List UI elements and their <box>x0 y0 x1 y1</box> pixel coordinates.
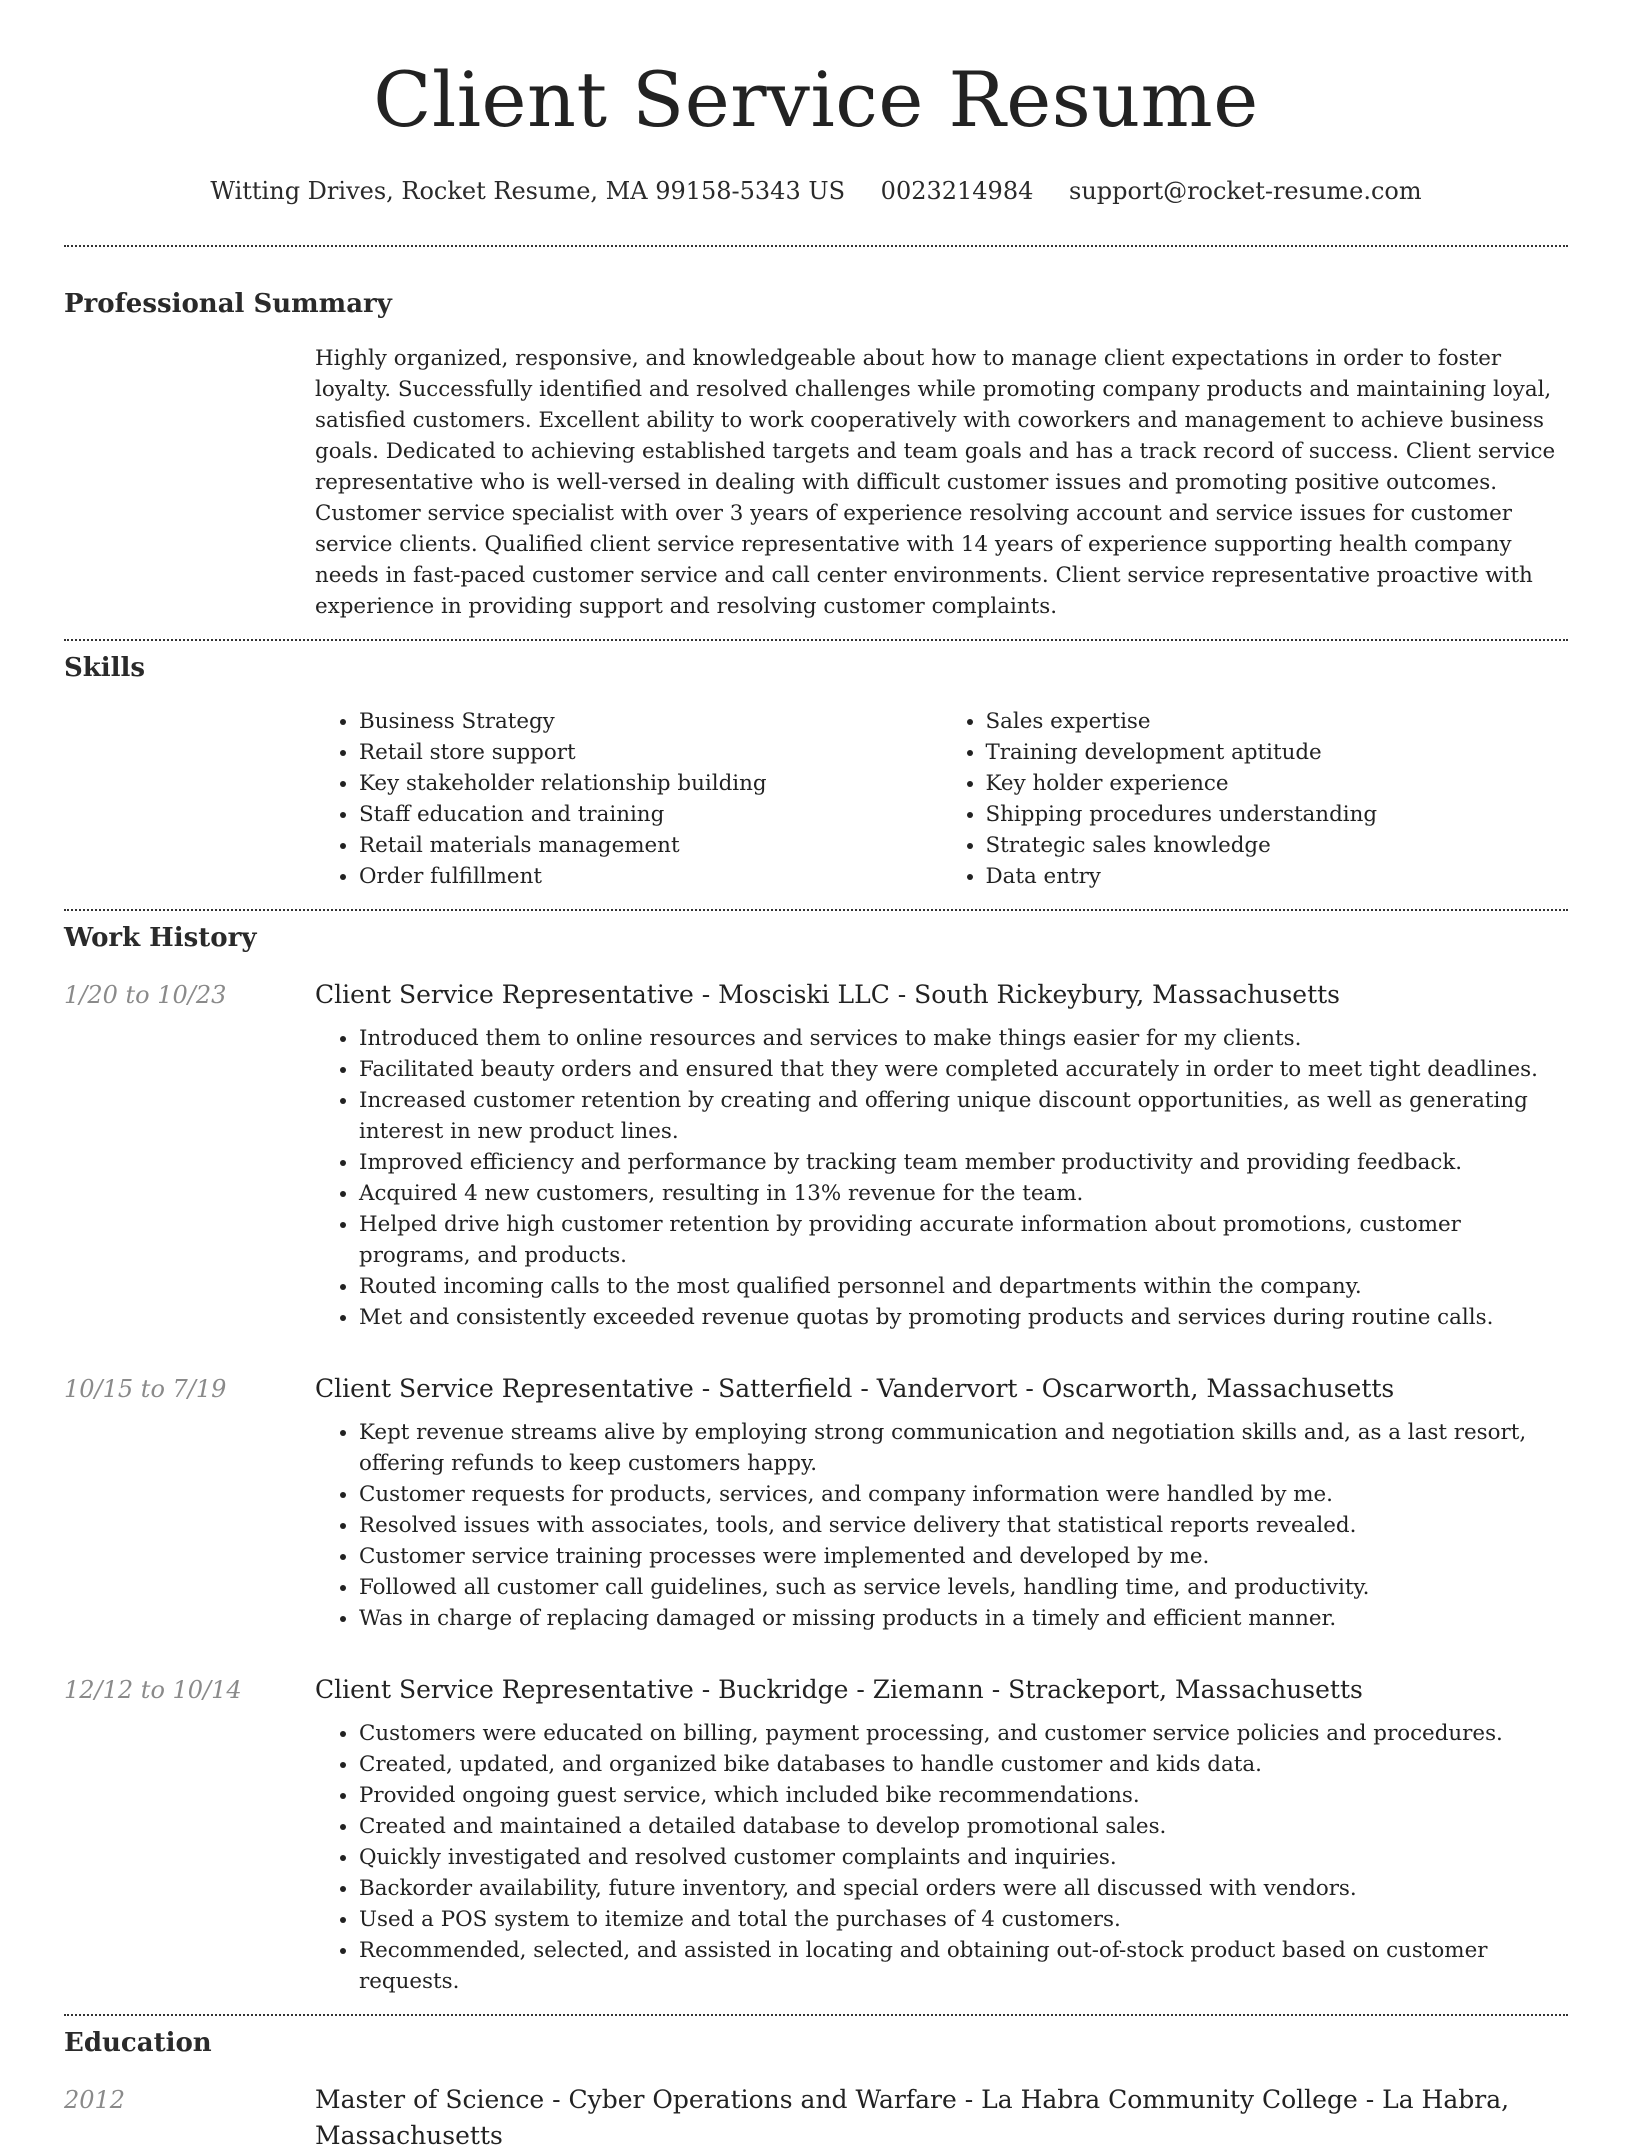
job-bullet: • Helped drive high customer retention by providing accurate information about promotions, customer programs, and products. <box>359 1209 1568 1271</box>
contact-address: Witting Drives, Rocket Resume, MA 99158-5343 US <box>210 177 846 205</box>
skills-heading: Skills <box>64 653 146 683</box>
summary-heading: Professional Summary <box>64 289 392 319</box>
job-title: Client Service Representative - Mosciski LLC - South Rickeybury, Massachusetts <box>315 980 1340 1009</box>
job-bullet: • Was in charge of replacing damaged or missing products in a timely and efficient manner. <box>359 1603 1568 1634</box>
skill-item: • Shipping procedures understanding <box>986 799 1569 830</box>
job-bullets <box>315 1023 1568 1333</box>
job-bullet: • Introduced them to online resources and services to make things easier for my clients. <box>359 1023 1568 1054</box>
work-history-list <box>64 977 1568 1997</box>
job-bullet: • Met and consistently exceeded revenue quotas by promoting products and services during routine calls. <box>359 1302 1568 1333</box>
section-divider <box>64 245 1568 247</box>
job-date: 1/20 to 10/23 <box>64 981 227 1009</box>
job-bullet: • Provided ongoing guest service, which included bike recommendations. <box>359 1780 1568 1811</box>
summary-text: Highly organized, responsive, and knowledgeable about how to manage client expectations in order to foster loyalty. Successfully identified and resolved challenges while promoting company products and maintaining loyal, satisfied customers. Excellent ability to work cooperatively with coworkers and management to achieve business goals. Dedicated to achieving established targets and team goals and has a track record of success. Client service representative who is well-versed in dealing with difficult customer issues and promoting positive outcomes. Customer service specialist with over 3 years of experience resolving account and service issues for customer service clients. Qualified client service representative with 14 years of experience supporting health company needs in fast-paced customer service and call center environments. Client service representative proactive with experience in providing support and resolving customer complaints. <box>315 346 1556 619</box>
section-divider <box>64 909 1568 911</box>
education-date: 2012 <box>64 2086 126 2114</box>
skills-column-right <box>942 706 1569 892</box>
job-bullet: • Created and maintained a detailed database to develop promotional sales. <box>359 1811 1568 1842</box>
skill-item: • Data entry <box>986 861 1569 892</box>
contact-line <box>64 174 1568 208</box>
job-bullets <box>315 1718 1568 1997</box>
job-bullet: • Created, updated, and organized bike databases to handle customer and kids data. <box>359 1749 1568 1780</box>
skill-item: • Retail materials management <box>359 830 942 861</box>
job-bullet: • Kept revenue streams alive by employing strong communication and negotiation skills and, as a last resort, offering refunds to keep customers happy. <box>359 1417 1568 1479</box>
resume-title: Client Service Resume <box>373 55 1259 144</box>
job-date: 10/15 to 7/19 <box>64 1375 227 1403</box>
work-heading: Work History <box>64 923 257 953</box>
job-title: Client Service Representative - Buckridge - Ziemann - Strackeport, Massachusetts <box>315 1675 1363 1704</box>
skill-item: • Key holder experience <box>986 768 1569 799</box>
job-entry <box>64 1371 1568 1634</box>
skill-item: • Training development aptitude <box>986 737 1569 768</box>
job-bullet: • Routed incoming calls to the most qualified personnel and departments within the company. <box>359 1271 1568 1302</box>
skill-item: • Sales expertise <box>986 706 1569 737</box>
section-divider <box>64 2014 1568 2016</box>
skill-item: • Staff education and training <box>359 799 942 830</box>
job-bullet: • Facilitated beauty orders and ensured that they were completed accurately in order to meet tight deadlines. <box>359 1054 1568 1085</box>
job-bullet: • Used a POS system to itemize and total the purchases of 4 customers. <box>359 1904 1568 1935</box>
job-bullets <box>315 1417 1568 1634</box>
job-entry <box>64 977 1568 1333</box>
contact-phone: 0023214984 <box>880 177 1034 205</box>
contact-email: support@rocket-resume.com <box>1069 177 1422 205</box>
skill-item: • Key stakeholder relationship building <box>359 768 942 799</box>
job-bullet: • Customer service training processes were implemented and developed by me. <box>359 1541 1568 1572</box>
job-bullet: • Resolved issues with associates, tools, and service delivery that statistical reports revealed. <box>359 1510 1568 1541</box>
education-entry <box>64 2082 1568 2154</box>
skills-column-left <box>315 706 942 892</box>
job-bullet: • Increased customer retention by creating and offering unique discount opportunities, as well as generating interest in new product lines. <box>359 1085 1568 1147</box>
job-title: Client Service Representative - Satterfield - Vandervort - Oscarworth, Massachusetts <box>315 1374 1395 1403</box>
skill-item: • Order fulfillment <box>359 861 942 892</box>
resume-page <box>64 0 1568 2154</box>
job-bullet: • Recommended, selected, and assisted in locating and obtaining out-of-stock product based on customer requests. <box>359 1935 1568 1997</box>
job-bullet: • Customers were educated on billing, payment processing, and customer service policies and procedures. <box>359 1718 1568 1749</box>
job-bullet: • Backorder availability, future inventory, and special orders were all discussed with vendors. <box>359 1873 1568 1904</box>
job-bullet: • Customer requests for products, services, and company information were handled by me. <box>359 1479 1568 1510</box>
job-bullet: • Followed all customer call guidelines, such as service levels, handling time, and productivity. <box>359 1572 1568 1603</box>
skill-item: • Strategic sales knowledge <box>986 830 1569 861</box>
education-heading: Education <box>64 2028 212 2058</box>
skill-item: • Business Strategy <box>359 706 942 737</box>
section-divider <box>64 639 1568 641</box>
skill-item: • Retail store support <box>359 737 942 768</box>
skills-list <box>315 706 1568 892</box>
job-bullet: • Acquired 4 new customers, resulting in 13% revenue for the team. <box>359 1178 1568 1209</box>
job-entry <box>64 1672 1568 1997</box>
job-bullet: • Quickly investigated and resolved customer complaints and inquiries. <box>359 1842 1568 1873</box>
education-degree: Master of Science - Cyber Operations and Warfare - La Habra Community College - La Habra, Massachusetts <box>315 2085 1510 2150</box>
job-date: 12/12 to 10/14 <box>64 1676 242 1704</box>
job-bullet: • Improved efficiency and performance by tracking team member productivity and providing feedback. <box>359 1147 1568 1178</box>
